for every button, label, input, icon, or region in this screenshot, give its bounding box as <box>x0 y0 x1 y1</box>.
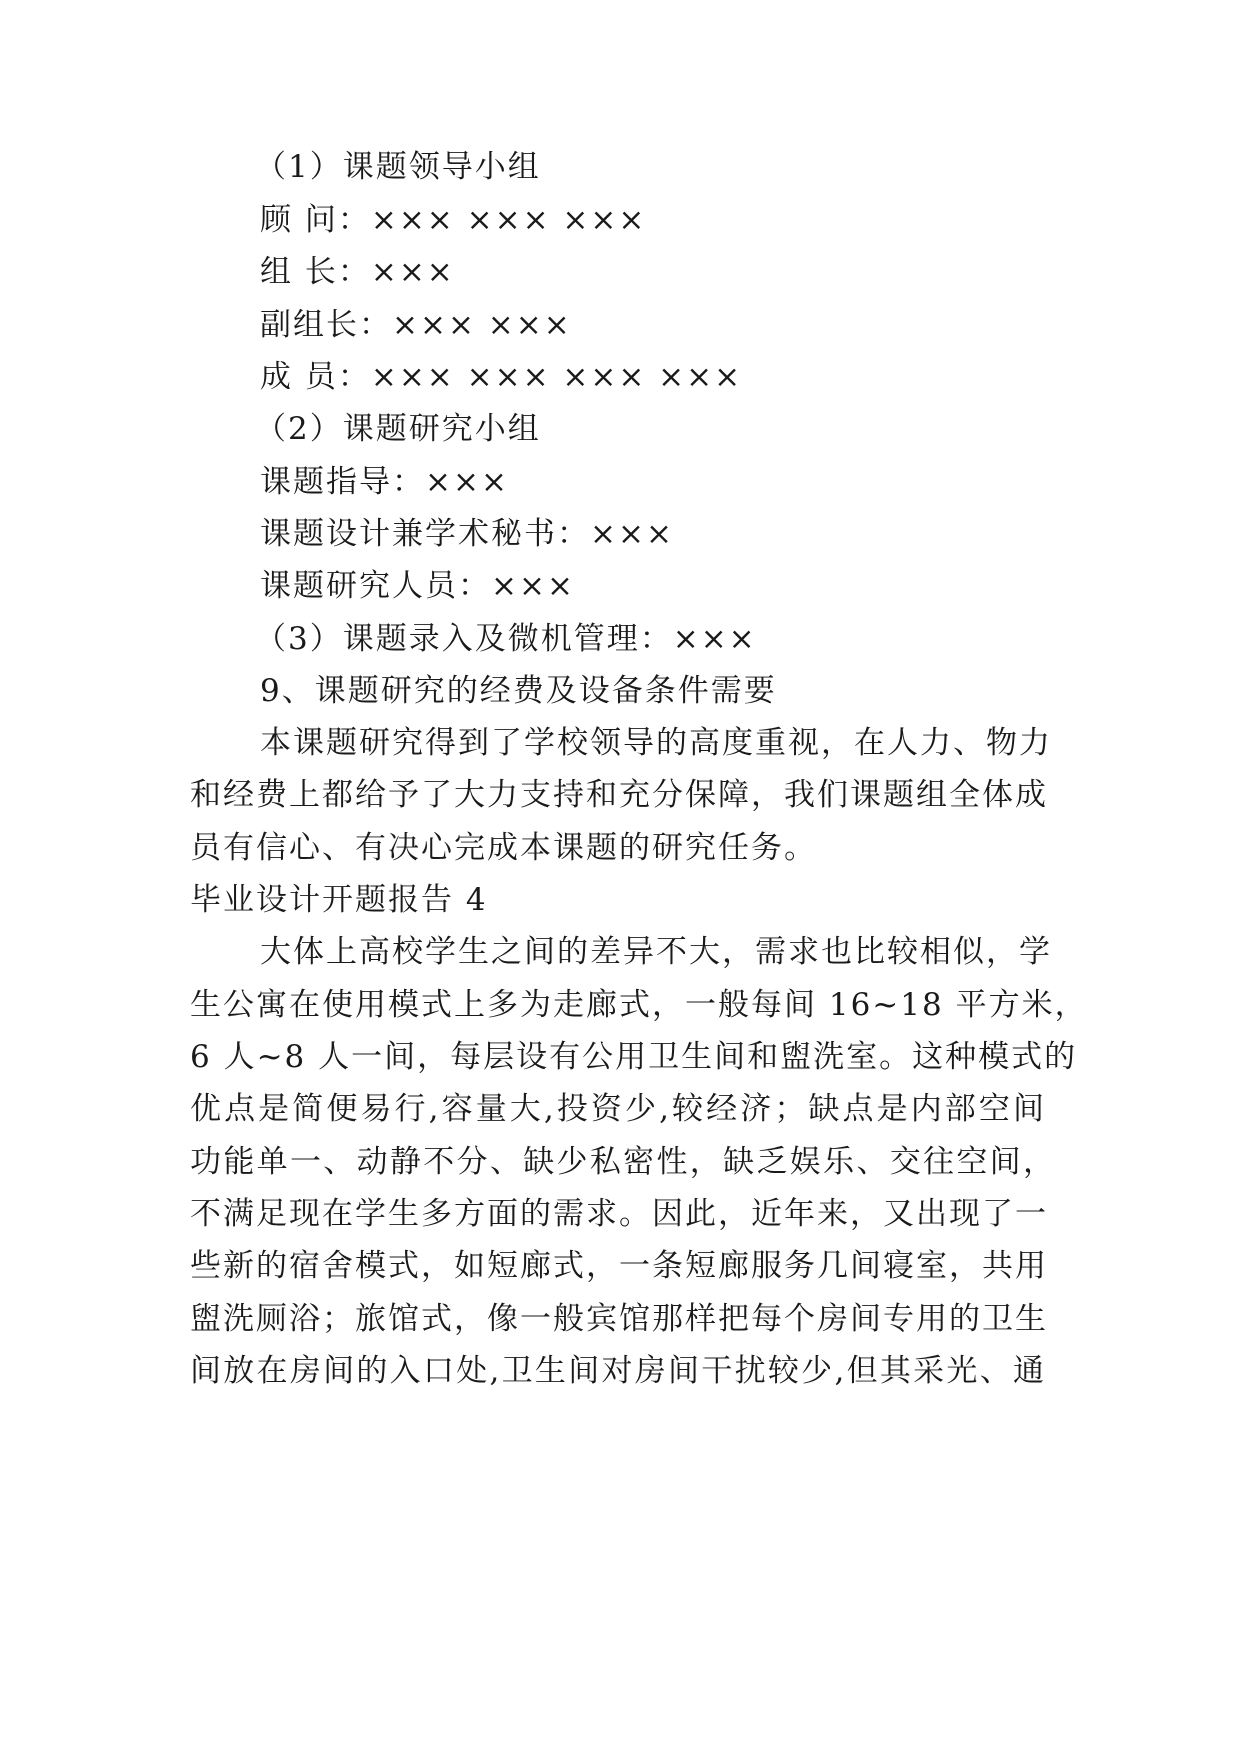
research-guidance-line: 课题指导：××× <box>260 464 509 500</box>
paragraph-line: 不满足现在学生多方面的需求。因此，近年来，又出现了一 <box>190 1196 1048 1232</box>
paragraph-line: 功能单一、动静不分、缺少私密性，缺乏娱乐、交往空间， <box>190 1144 1056 1180</box>
advisor-line: 顾 问：××× ××× ××× <box>260 202 647 238</box>
section-heading-research-group: （2）课题研究小组 <box>255 411 541 447</box>
paragraph-line: 6 人~8 人一间，每层设有公用卫生间和盥洗室。这种模式的 <box>190 1039 1078 1075</box>
paragraph-line: 盥洗厕浴；旅馆式，像一般宾馆那样把每个房间专用的卫生 <box>190 1301 1048 1337</box>
data-entry-line: （3）课题录入及微机管理：××× <box>255 621 757 657</box>
members-line: 成 员：××× ××× ××× ××× <box>260 359 743 395</box>
report-heading: 毕业设计开题报告 4 <box>190 882 488 918</box>
paragraph-line: 优点是简便易行,容量大,投资少,较经济；缺点是内部空间 <box>190 1091 1046 1127</box>
paragraph-line: 些新的宿舍模式，如短廊式，一条短廊服务几间寝室，共用 <box>190 1248 1048 1284</box>
paragraph-line: 和经费上都给予了大力支持和充分保障，我们课题组全体成 <box>190 777 1048 813</box>
paragraph-line: 间放在房间的入口处,卫生间对房间干扰较少,但其采光、通 <box>190 1353 1046 1389</box>
design-secretary-line: 课题设计兼学术秘书：××× <box>260 516 674 552</box>
deputy-leader-line: 副组长：××× ××× <box>260 307 572 343</box>
section-heading-funding: 9、课题研究的经费及设备条件需要 <box>260 673 777 709</box>
paragraph-line: 员有信心、有决心完成本课题的研究任务。 <box>190 830 817 866</box>
paragraph-line: 生公寓在使用模式上多为走廊式，一般每间 16~18 平方米， <box>190 987 1088 1023</box>
group-leader-line: 组 长：××× <box>260 254 455 290</box>
paragraph-line: 本课题研究得到了学校领导的高度重视，在人力、物力 <box>260 725 1052 761</box>
paragraph-line: 大体上高校学生之间的差异不大，需求也比较相似，学 <box>260 934 1052 970</box>
section-heading-leadership-group: （1）课题领导小组 <box>255 149 541 185</box>
researchers-line: 课题研究人员：××× <box>260 568 575 604</box>
